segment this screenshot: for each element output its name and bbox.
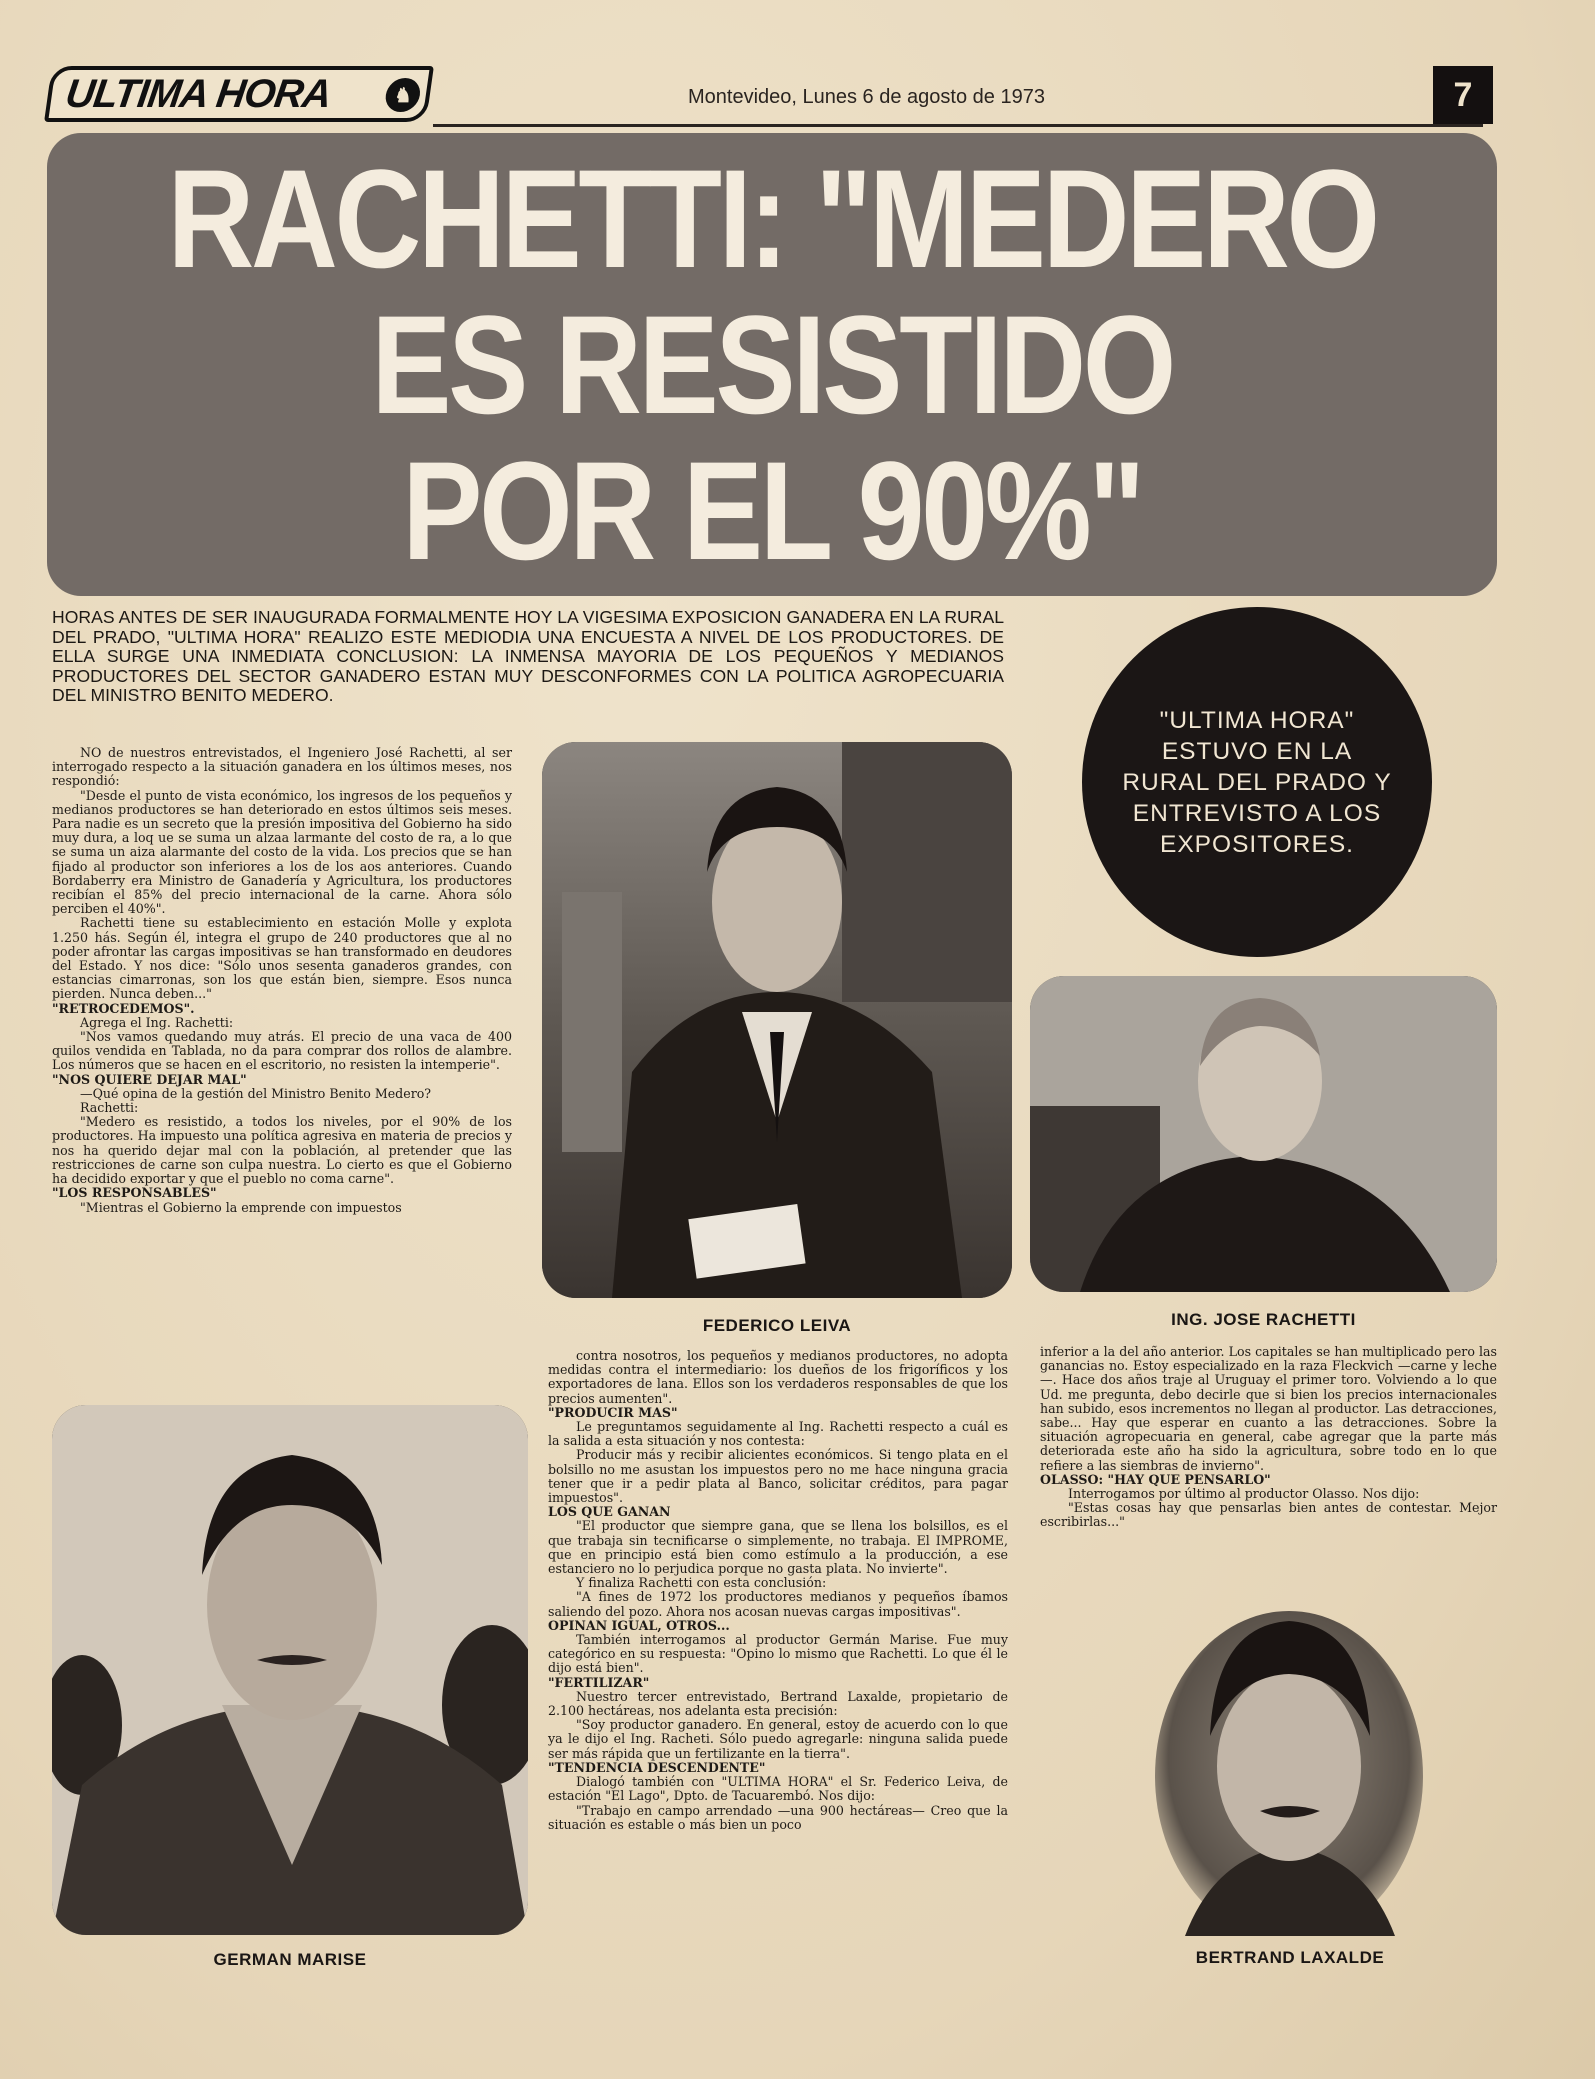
masthead	[48, 66, 1488, 126]
paragraph: Rachetti tiene su establecimiento en estación Molle y explota 1.250 hás. Según él, integra el grupo de 240 productores que al no poder afrontar las cargas impositivas se han transformado en deudores del Estado. Y nos dice: "Sólo unos sesenta ganaderos grandes, con estancias cimarronas, son los que están bien, siempre. Esos nunca pierden. Nunca deben..."	[52, 915, 512, 1002]
subhead: OLASSO: "HAY QUE PENSARLO"	[1040, 1471, 1271, 1487]
paragraph: "Soy productor ganadero. En general, estoy de acuerdo con lo que ya le dijo el Ing. Racheti. Sólo puedo agregarle: ninguna salida puede ser más rápida que un fertilizante en la tierra".	[548, 1717, 1008, 1761]
paragraph: "El productor que siempre gana, que se llena los bolsillos, es el que trabaja sin tecnificarse o simplemente, no trabaja. El IMPROME, que en principio está bien como estímulo a la producción, a ese estanciero no lo perjudica porque no gasta plata. No invierte".	[548, 1518, 1008, 1577]
paragraph: "Mientras el Gobierno la emprende con impuestos	[80, 1199, 402, 1215]
subhead: "PRODUCIR MAS"	[548, 1404, 678, 1420]
paragraph: Interrogamos por último al productor Olasso. Nos dijo:	[1068, 1486, 1420, 1502]
subhead: LOS QUE GANAN	[548, 1504, 671, 1520]
paragraph: Y finaliza Rachetti con esta conclusión:	[576, 1575, 827, 1591]
subhead: "TENDENCIA DESCENDENTE"	[548, 1759, 766, 1775]
article-column-1	[52, 746, 512, 1215]
headline-line-3: POR EL 90%"	[402, 431, 1142, 589]
paragraph: Agrega el Ing. Rachetti:	[80, 1014, 234, 1030]
paragraph: Producir más y recibir alicientes económicos. Si tengo plata en el bolsillo no me asustan los impuestos pero no me hace ninguna gracia tener que ir a pedir plata al Banco, solicitar créditos, para pagar impuestos".	[548, 1447, 1008, 1506]
logo-text: ULTIMA HORA	[62, 71, 334, 116]
photo-german-marise	[52, 1405, 528, 1935]
headline-line-2: ES RESISTIDO	[371, 285, 1173, 443]
article-column-2	[548, 1349, 1008, 1832]
photo-bertrand-laxalde	[1155, 1606, 1423, 1936]
paragraph: "Nos vamos quedando muy atrás. El precio de una vaca de 400 quilos vendida en Tablada, no da para comprar dos rollos de alambre. Los números que se hacen en el escritorio, no resisten la intemperie".	[52, 1029, 512, 1073]
ultima-hora-logo	[44, 66, 434, 122]
headline-banner	[47, 133, 1497, 596]
article-deck: HORAS ANTES DE SER INAUGURADA FORMALMENTE HOY LA VIGESIMA EXPOSICION GANADERA EN LA RURAL DEL PRADO, "ULTIMA HORA" REALIZO ESTE MEDIODIA UNA ENCUESTA A NIVEL DE LOS PRODUCTORES. DE ELLA SURGE UNA INMEDIATA CONCLUSION: LA INMENSA MAYORIA DE LOS PEQUEÑOS Y MEDIANOS PRODUCTORES DEL SECTOR GANADERO ESTAN MUY DESCONFORMES CON LA POLITICA AGROPECUARIA DEL MINISTRO BENITO MEDERO.	[52, 607, 1004, 706]
caption-federico-leiva: FEDERICO LEIVA	[702, 1316, 852, 1335]
page-number: 7	[1433, 66, 1493, 124]
paragraph: "Trabajo en campo arrendado —una 900 hectáreas— Creo que la situación es estable o más bien un poco	[548, 1802, 1008, 1832]
photo-federico-leiva	[542, 742, 1012, 1298]
paragraph: Nuestro tercer entrevistado, Bertrand Laxalde, propietario de 2.100 hectáreas, nos adelanta esta precisión:	[548, 1688, 1008, 1719]
paragraph: También interrogamos al productor Germán Marise. Fue muy categórico en su respuesta: "Opino lo mismo que Rachetti. Lo que él le dijo está bien".	[548, 1632, 1008, 1676]
headline-line-1: RACHETTI: "MEDERO	[167, 139, 1377, 297]
masthead-rule	[433, 124, 1483, 127]
caption-jose-rachetti: ING. JOSE RACHETTI	[1171, 1310, 1356, 1329]
paragraph: "Estas cosas hay que pensarlas bien antes de contestar. Mejor escribirlas..."	[1040, 1500, 1497, 1530]
paragraph: Rachetti:	[80, 1100, 139, 1116]
subhead: "LOS RESPONSABLES"	[52, 1185, 217, 1201]
caption-bertrand-laxalde: BERTRAND LAXALDE	[1195, 1948, 1385, 1967]
paragraph: "Medero es resistido, a todos los niveles, por el 90% de los productores. Ha impuesto una política agresiva en materia de precios y nos ha querido dejar mal con la población, al pretender que las restricciones de carne son culpa nuestra. Lo cierto es que el Gobierno ha decidido exportar y que el pueblo no coma carne".	[52, 1114, 512, 1187]
subhead: "FERTILIZAR"	[548, 1674, 650, 1690]
photo-jose-rachetti	[1030, 976, 1497, 1292]
pull-quote-circle	[1082, 607, 1432, 957]
horse-rider-icon: ♞	[383, 78, 422, 112]
paragraph: —Qué opina de la gestión del Ministro Benito Medero?	[80, 1085, 432, 1101]
subhead: "NOS QUIERE DEJAR MAL"	[52, 1071, 247, 1087]
paragraph: NO de nuestros entrevistados, el Ingeniero José Rachetti, al ser interrogado respecto a la situación ganadera en los últimos meses, nos respondió:	[52, 745, 512, 789]
article-column-3	[1040, 1345, 1497, 1530]
caption-german-marise: GERMAN MARISE	[213, 1950, 367, 1969]
dateline: Montevideo, Lunes 6 de agosto de 1973	[688, 86, 1045, 108]
paragraph: "A fines de 1972 los productores medianos y pequeños íbamos saliendo del pozo. Ahora nos acosan nuevas cargas impositivas".	[548, 1589, 1008, 1619]
paragraph: inferior a la del año anterior. Los capitales se han multiplicado pero las ganancias no. Estoy especializado en la raza Fleckvich —carne y leche—. Hace dos años traje al Uruguay el primer toro. Volviendo a lo que Ud. me pregunta, debo decirle que si bien los precios internacionales han subido, esos incrementos no llegan al productor. Las detracciones, sabe... Hay que esperar en cuanto a las detracciones. Sobre la situación agropecuaria en general, cabe agregar que la parte más deteriorada este año ha sido la agricultura, sobre todo en lo que refiere a las siembras de invierno".	[1040, 1344, 1497, 1473]
subhead: "RETROCEDEMOS".	[52, 1000, 195, 1016]
paragraph: Dialogó también con "ULTIMA HORA" el Sr. Federico Leiva, de estación "El Lago", Dpto. de Tacuarembó. Nos dijo:	[548, 1774, 1008, 1804]
paragraph: contra nosotros, los pequeños y medianos productores, no adopta medidas contra el intermediario: los dueños de los frigoríficos y los exportadores de lana. Ellos son los verdaderos responsables de que los precios aumenten".	[548, 1348, 1008, 1406]
paragraph: "Desde el punto de vista económico, los ingresos de los pequeños y medianos productores se han deteriorado en estos últimos seis meses. Para nadie es un secreto que la presión impositiva del Gobierno ha sido muy dura, a loq ue se suma un alzaa larmante del costo de ra, a lo que se suma un aiza alarmante del costo de la vida. Los precios que se han fijado al productor son inferiores a los de los aos anteriores. Cuando Bordaberry era Ministro de Ganadería y Agricultura, los productores recibían el 85% del precio internacional de la carne. Ahora sólo perciben el 40%".	[52, 787, 512, 917]
paragraph: Le preguntamos seguidamente al Ing. Rachetti respecto a cuál es la salida a esta situación y nos contesta:	[548, 1419, 1008, 1449]
pull-quote-text: "ULTIMA HORA" ESTUVO EN LA RURAL DEL PRADO Y ENTREVISTO A LOS EXPOSITORES.	[1122, 706, 1392, 858]
subhead: OPINAN IGUAL, OTROS...	[548, 1617, 730, 1633]
